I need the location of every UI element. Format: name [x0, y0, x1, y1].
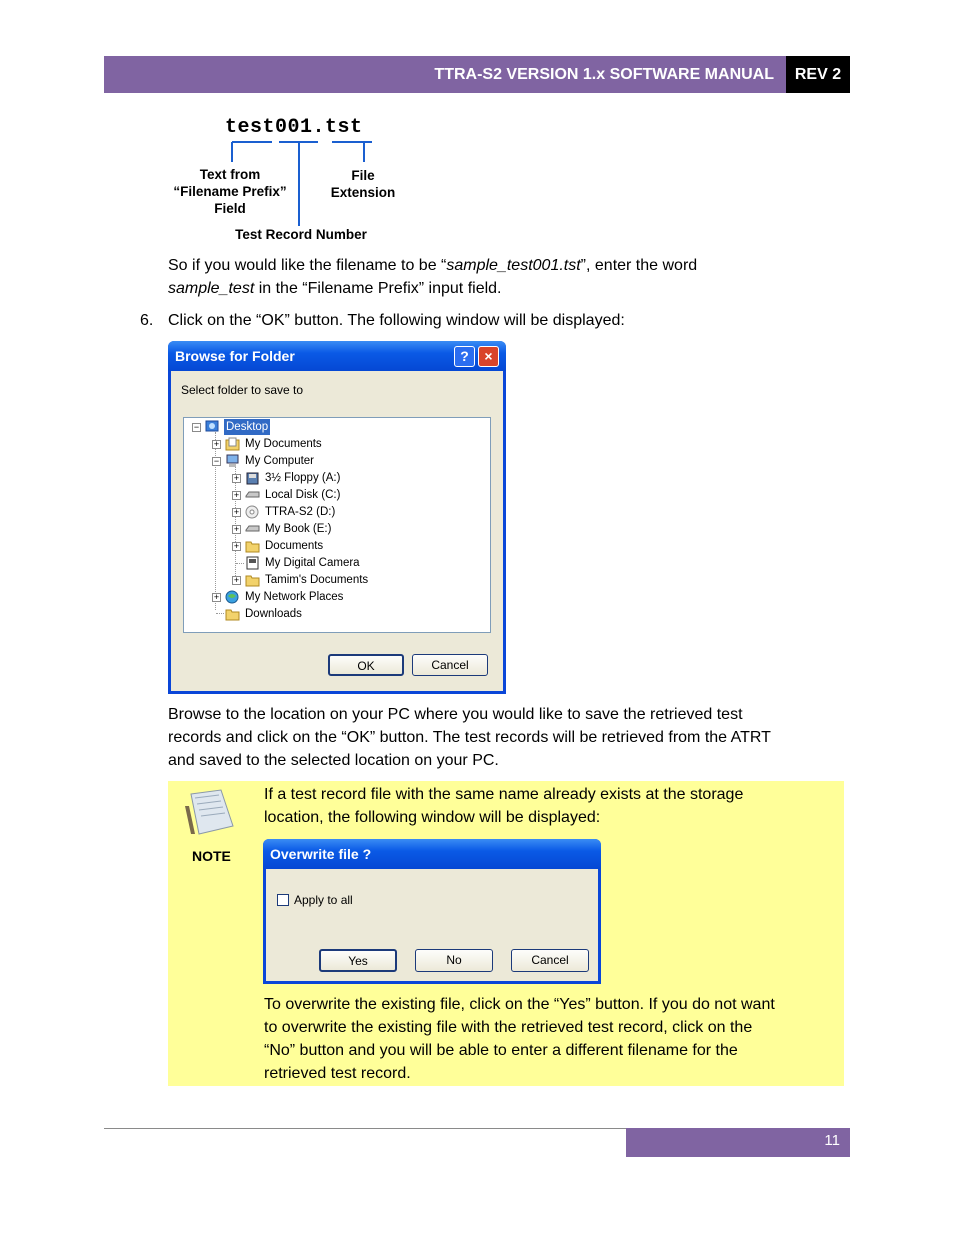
expand-toggle[interactable]: +	[233, 507, 240, 517]
extension-label: File Extension	[330, 168, 396, 200]
tree-item-network-places[interactable]: My Network Places	[245, 591, 344, 603]
camera-icon	[245, 556, 260, 569]
tree-item-downloads[interactable]: Downloads	[245, 608, 302, 620]
note-intro: If a test record file with the same name already exists at the storage location, the following window will be displayed:	[264, 786, 744, 826]
tree-item-tamims-documents[interactable]: Tamim's Documents	[265, 574, 369, 586]
desktop-icon	[205, 420, 220, 433]
tree-item-digital-camera[interactable]: My Digital Camera	[265, 557, 360, 569]
tree-item-my-book[interactable]: My Book (E:)	[265, 523, 332, 535]
cancel-button[interactable]: Cancel	[412, 654, 488, 676]
cd-drive-icon	[245, 505, 260, 518]
tree-item-floppy[interactable]: 3½ Floppy (A:)	[265, 472, 341, 484]
no-button[interactable]: No	[415, 949, 493, 972]
collapse-toggle[interactable]: −	[193, 422, 200, 432]
ok-button[interactable]: OK	[328, 654, 404, 676]
note-overwrite-explanation: To overwrite the existing file, click on the “Yes” button. If you do not want to overwrite the existing file with the retrieved test record, click on the “No” button and you will be able to enter a different filename for the retrieved test record.	[264, 996, 775, 1082]
dialog-prompt: Select folder to save to	[181, 383, 304, 397]
overwrite-body	[266, 869, 598, 981]
expand-toggle[interactable]: +	[213, 439, 220, 449]
folder-icon	[225, 607, 240, 620]
tree-item-documents[interactable]: Documents	[265, 540, 324, 552]
browse-instructions: Browse to the location on your PC where you would like to save the retrieved test records and click on the “OK” button. The test records will be retrieved from the ATRT and saved to the selected location on your PC.	[168, 706, 771, 769]
expand-toggle[interactable]: +	[233, 490, 240, 500]
apply-to-all-label: Apply to all	[294, 893, 353, 907]
expand-toggle[interactable]: +	[233, 524, 240, 534]
hard-disk-icon	[245, 488, 260, 501]
folder-tree[interactable]	[183, 417, 491, 633]
browse-folder-dialog	[168, 341, 506, 694]
collapse-toggle[interactable]: −	[213, 456, 220, 466]
note-label: NOTE	[192, 848, 231, 864]
folder-icon	[245, 539, 260, 552]
filename-example: test001.tst	[225, 116, 363, 139]
tree-item-my-documents[interactable]: My Documents	[245, 438, 322, 450]
manual-title: TTRA-S2 VERSION 1.x SOFTWARE MANUAL	[434, 66, 774, 83]
folder-icon	[245, 573, 260, 586]
filename-explanation: So if you would like the filename to be “sample_test001.tst”, enter the word sample_test in the “Filename Prefix” input field.	[168, 257, 698, 297]
step-text: Click on the “OK” button. The following window will be displayed:	[168, 312, 625, 329]
overwrite-dialog	[263, 839, 601, 984]
expand-toggle[interactable]: +	[213, 592, 220, 602]
tree-item-local-disk[interactable]: Local Disk (C:)	[265, 489, 341, 501]
overwrite-title: Overwrite file ?	[263, 839, 601, 869]
floppy-icon	[245, 471, 260, 484]
tree-item-my-computer[interactable]: My Computer	[245, 455, 315, 467]
page-number: 11	[626, 1128, 850, 1157]
notepad-icon	[181, 786, 241, 838]
tree-item-desktop[interactable]: Desktop	[226, 421, 269, 433]
overwrite-cancel-button[interactable]: Cancel	[511, 949, 589, 972]
hard-disk-icon	[245, 522, 260, 535]
prefix-label: Text from “Filename Prefix” Field	[173, 167, 287, 216]
documents-folder-icon	[225, 437, 240, 450]
revision-badge: REV 2	[786, 56, 850, 93]
step-number: 6.	[140, 312, 154, 329]
apply-to-all-checkbox[interactable]	[277, 894, 289, 906]
dialog-body	[171, 371, 503, 691]
yes-button[interactable]: Yes	[319, 949, 397, 972]
tree-item-ttra-s2[interactable]: TTRA-S2 (D:)	[265, 506, 336, 518]
dialog-title: Browse for Folder	[168, 341, 506, 371]
computer-icon	[225, 454, 240, 467]
close-button[interactable]: ×	[478, 346, 499, 367]
network-icon	[225, 590, 240, 603]
record-number-label: Test Record Number	[235, 227, 367, 242]
expand-toggle[interactable]: +	[233, 473, 240, 483]
expand-toggle[interactable]: +	[233, 541, 240, 551]
help-button[interactable]: ?	[454, 346, 475, 367]
expand-toggle[interactable]: +	[233, 575, 240, 585]
